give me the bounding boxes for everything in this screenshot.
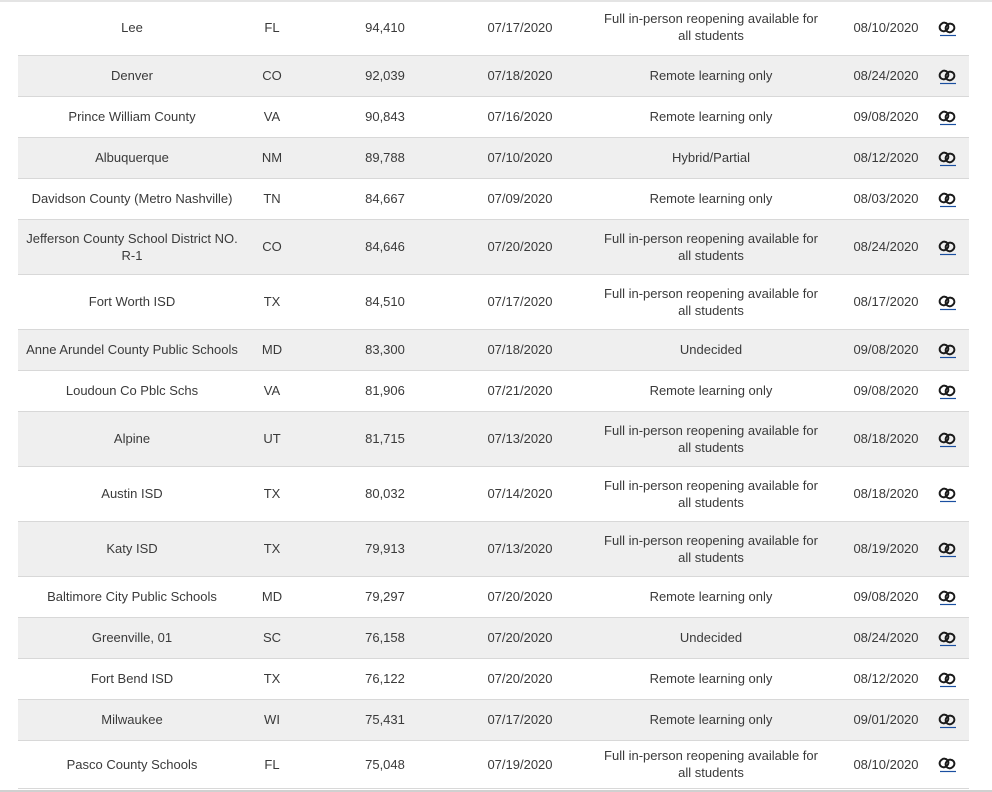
enrollment-value: 84,667 [365, 191, 405, 206]
reopening-plan-cell [568, 137, 846, 178]
state-cell [246, 370, 298, 411]
table-row [18, 219, 969, 274]
enrollment-cell [298, 137, 472, 178]
district-name: Anne Arundel County Public Schools [26, 342, 238, 357]
district-name: Milwaukee [101, 712, 163, 727]
table-row [18, 658, 969, 699]
link-cell [926, 329, 969, 370]
district-name-cell [18, 370, 246, 411]
start-date: 09/01/2020 [853, 712, 919, 727]
updated-date-cell [472, 466, 568, 521]
link-cell [926, 699, 969, 740]
district-name-cell [18, 740, 246, 788]
district-name-cell [18, 274, 246, 329]
updated-date-cell [472, 178, 568, 219]
district-name: Prince William County [68, 109, 196, 124]
reopening-plan: Hybrid/Partial [671, 150, 751, 165]
enrollment-value: 94,410 [365, 19, 405, 35]
district-name-cell [18, 658, 246, 699]
district-name-cell [18, 699, 246, 740]
district-table-container [18, 0, 969, 789]
district-name: Denver [111, 68, 153, 83]
link-cell [926, 411, 969, 466]
updated-date: 07/19/2020 [487, 756, 553, 772]
start-date-cell [846, 370, 926, 411]
updated-date-cell [472, 699, 568, 740]
reopening-plan: Full in-person reopening available for all students [604, 477, 818, 510]
updated-date-cell [472, 219, 568, 274]
district-name: Austin ISD [101, 486, 163, 501]
updated-date: 07/20/2020 [487, 239, 553, 254]
enrollment-cell [298, 521, 472, 576]
enrollment-value: 89,788 [365, 150, 405, 165]
start-date: 08/24/2020 [853, 630, 919, 645]
enrollment-value: 81,715 [365, 431, 405, 446]
state-code: VA [263, 383, 281, 398]
reopening-plan-cell [568, 370, 846, 411]
start-date: 09/08/2020 [853, 342, 919, 357]
updated-date-cell [472, 370, 568, 411]
state-cell [246, 137, 298, 178]
start-date: 08/12/2020 [853, 671, 919, 686]
district-name: Davidson County (Metro Nashville) [31, 191, 233, 206]
state-cell [246, 274, 298, 329]
start-date: 08/18/2020 [853, 431, 919, 446]
district-name-cell [18, 137, 246, 178]
reopening-plan-cell [568, 96, 846, 137]
enrollment-value: 75,048 [365, 756, 405, 772]
link-cell [926, 576, 969, 617]
start-date-cell [846, 219, 926, 274]
updated-date: 07/14/2020 [487, 486, 553, 501]
start-date-cell [846, 699, 926, 740]
table-row [18, 411, 969, 466]
enrollment-value: 76,122 [365, 671, 405, 686]
state-cell [246, 617, 298, 658]
district-name: Fort Worth ISD [88, 294, 176, 309]
state-code: TX [263, 294, 281, 309]
link-icon[interactable] [937, 382, 959, 400]
table-body [18, 0, 969, 788]
district-name-cell [18, 617, 246, 658]
district-name: Pasco County Schools [66, 756, 198, 772]
start-date: 09/08/2020 [853, 589, 919, 604]
updated-date: 07/17/2020 [487, 19, 553, 35]
district-name-cell [18, 55, 246, 96]
state-code: TX [263, 671, 281, 686]
state-cell [246, 55, 298, 96]
state-code: CO [262, 239, 282, 254]
link-cell [926, 178, 969, 219]
state-code: TX [263, 486, 281, 501]
link-icon[interactable] [937, 67, 959, 85]
start-date: 08/10/2020 [853, 19, 919, 35]
updated-date: 07/10/2020 [487, 150, 553, 165]
reopening-plan-cell [568, 617, 846, 658]
link-icon[interactable] [937, 108, 959, 126]
enrollment-cell [298, 96, 472, 137]
table-row [18, 699, 969, 740]
reopening-plan: Undecided [679, 342, 743, 357]
link-cell [926, 370, 969, 411]
updated-date: 07/20/2020 [487, 630, 553, 645]
table-row [18, 576, 969, 617]
district-name: Greenville, 01 [91, 630, 173, 645]
reopening-plan-cell [568, 219, 846, 274]
enrollment-value: 90,843 [365, 109, 405, 124]
start-date: 08/17/2020 [853, 294, 919, 309]
reopening-plan: Remote learning only [649, 191, 773, 206]
enrollment-cell [298, 658, 472, 699]
state-code: VA [263, 109, 281, 124]
enrollment-cell [298, 329, 472, 370]
start-date: 09/08/2020 [853, 383, 919, 398]
table-row [18, 370, 969, 411]
link-cell [926, 740, 969, 788]
reopening-plan-cell [568, 658, 846, 699]
start-date-cell [846, 274, 926, 329]
updated-date: 07/13/2020 [487, 431, 553, 446]
link-cell [926, 55, 969, 96]
start-date-cell [846, 576, 926, 617]
state-code: NM [261, 150, 283, 165]
enrollment-cell [298, 699, 472, 740]
link-icon[interactable] [937, 540, 959, 558]
start-date: 08/10/2020 [853, 756, 919, 772]
table-row [18, 178, 969, 219]
start-date: 08/19/2020 [853, 541, 919, 556]
table-row [18, 329, 969, 370]
reopening-plan: Remote learning only [649, 712, 773, 727]
reopening-plan-cell [568, 740, 846, 788]
reopening-plan: Remote learning only [649, 589, 773, 604]
link-icon[interactable] [937, 755, 959, 773]
reopening-plan: Full in-person reopening available for all students [604, 748, 818, 780]
table-row [18, 137, 969, 178]
reopening-plan-cell [568, 55, 846, 96]
updated-date-cell [472, 411, 568, 466]
start-date-cell [846, 466, 926, 521]
updated-date-cell [472, 0, 568, 55]
state-code: TX [263, 541, 281, 556]
updated-date: 07/17/2020 [487, 712, 553, 727]
state-code: UT [263, 431, 281, 446]
reopening-plan: Full in-person reopening available for all students [604, 11, 818, 44]
reopening-plan-cell [568, 274, 846, 329]
district-name-cell [18, 466, 246, 521]
table-row [18, 274, 969, 329]
start-date: 09/08/2020 [853, 109, 919, 124]
link-icon[interactable] [937, 629, 959, 647]
start-date-cell [846, 740, 926, 788]
updated-date-cell [472, 96, 568, 137]
updated-date-cell [472, 658, 568, 699]
enrollment-cell [298, 178, 472, 219]
updated-date: 07/16/2020 [487, 109, 553, 124]
start-date-cell [846, 617, 926, 658]
start-date-cell [846, 658, 926, 699]
link-icon[interactable] [937, 430, 959, 448]
link-cell [926, 466, 969, 521]
enrollment-value: 79,297 [365, 589, 405, 604]
district-name-cell [18, 411, 246, 466]
link-icon[interactable] [937, 588, 959, 606]
state-code: CO [262, 68, 282, 83]
enrollment-cell [298, 617, 472, 658]
start-date-cell [846, 411, 926, 466]
state-code: MD [261, 342, 283, 357]
district-name-cell [18, 219, 246, 274]
enrollment-value: 83,300 [365, 342, 405, 357]
reopening-plan-cell [568, 466, 846, 521]
updated-date: 07/18/2020 [487, 342, 553, 357]
reopening-plan: Undecided [679, 630, 743, 645]
enrollment-cell [298, 55, 472, 96]
link-icon[interactable] [937, 149, 959, 167]
start-date-cell [846, 137, 926, 178]
state-code: WI [264, 712, 280, 727]
link-cell [926, 658, 969, 699]
start-date: 08/03/2020 [853, 191, 919, 206]
district-name: Albuquerque [95, 150, 169, 165]
enrollment-value: 76,158 [365, 630, 405, 645]
district-name-cell [18, 521, 246, 576]
link-cell [926, 274, 969, 329]
reopening-plan: Full in-person reopening available for all students [604, 285, 818, 318]
enrollment-value: 84,646 [365, 239, 405, 254]
state-code: MD [261, 589, 283, 604]
table-row [18, 0, 969, 55]
table-row [18, 466, 969, 521]
table-row [18, 96, 969, 137]
district-reopening-table [18, 0, 969, 789]
updated-date: 07/21/2020 [487, 383, 553, 398]
reopening-plan-cell [568, 699, 846, 740]
state-cell [246, 0, 298, 55]
state-code: FL [264, 756, 280, 772]
updated-date-cell [472, 137, 568, 178]
district-name: Fort Bend ISD [90, 671, 174, 686]
state-code: SC [262, 630, 282, 645]
table-row [18, 740, 969, 788]
reopening-plan-cell [568, 521, 846, 576]
updated-date-cell [472, 55, 568, 96]
link-icon[interactable] [937, 190, 959, 208]
table-row [18, 617, 969, 658]
updated-date-cell [472, 521, 568, 576]
enrollment-value: 75,431 [365, 712, 405, 727]
link-cell [926, 137, 969, 178]
district-name: Lee [121, 19, 143, 35]
reopening-plan: Full in-person reopening available for all students [604, 532, 818, 565]
state-code: FL [264, 19, 280, 35]
link-icon[interactable] [937, 485, 959, 503]
reopening-plan: Remote learning only [649, 383, 773, 398]
link-icon[interactable] [937, 670, 959, 688]
reopening-plan: Full in-person reopening available for all students [604, 230, 818, 263]
updated-date: 07/20/2020 [487, 671, 553, 686]
link-icon[interactable] [937, 19, 959, 37]
link-cell [926, 521, 969, 576]
reopening-plan: Remote learning only [649, 109, 773, 124]
start-date-cell [846, 96, 926, 137]
district-name-cell [18, 0, 246, 55]
updated-date: 07/13/2020 [487, 541, 553, 556]
start-date-cell [846, 521, 926, 576]
enrollment-cell [298, 466, 472, 521]
link-cell [926, 219, 969, 274]
state-cell [246, 96, 298, 137]
district-name-cell [18, 178, 246, 219]
start-date-cell [846, 178, 926, 219]
reopening-plan-cell [568, 178, 846, 219]
district-name-cell [18, 329, 246, 370]
updated-date-cell [472, 329, 568, 370]
reopening-plan: Full in-person reopening available for all students [604, 422, 818, 455]
start-date: 08/24/2020 [853, 68, 919, 83]
enrollment-cell [298, 0, 472, 55]
district-name: Baltimore City Public Schools [47, 589, 217, 604]
enrollment-cell [298, 274, 472, 329]
reopening-plan-cell [568, 0, 846, 55]
state-cell [246, 411, 298, 466]
district-name-cell [18, 576, 246, 617]
link-cell [926, 96, 969, 137]
state-cell [246, 740, 298, 788]
enrollment-cell [298, 219, 472, 274]
link-icon[interactable] [937, 341, 959, 359]
state-cell [246, 219, 298, 274]
reopening-plan: Remote learning only [649, 671, 773, 686]
enrollment-cell [298, 740, 472, 788]
district-name: Alpine [113, 431, 151, 446]
state-cell [246, 576, 298, 617]
state-cell [246, 658, 298, 699]
updated-date-cell [472, 740, 568, 788]
start-date-cell [846, 0, 926, 55]
updated-date: 07/17/2020 [487, 294, 553, 309]
updated-date-cell [472, 274, 568, 329]
updated-date-cell [472, 617, 568, 658]
start-date: 08/24/2020 [853, 239, 919, 254]
table-row [18, 55, 969, 96]
enrollment-cell [298, 411, 472, 466]
updated-date-cell [472, 576, 568, 617]
link-cell [926, 0, 969, 55]
reopening-plan-cell [568, 411, 846, 466]
enrollment-value: 84,510 [365, 294, 405, 309]
link-icon[interactable] [937, 293, 959, 311]
start-date: 08/18/2020 [853, 486, 919, 501]
updated-date: 07/20/2020 [487, 589, 553, 604]
district-name-cell [18, 96, 246, 137]
enrollment-value: 79,913 [365, 541, 405, 556]
table-row [18, 521, 969, 576]
start-date-cell [846, 55, 926, 96]
state-cell [246, 521, 298, 576]
reopening-plan-cell [568, 576, 846, 617]
state-cell [246, 329, 298, 370]
start-date: 08/12/2020 [853, 150, 919, 165]
start-date-cell [846, 329, 926, 370]
reopening-plan-cell [568, 329, 846, 370]
district-name: Loudoun Co Pblc Schs [65, 383, 199, 398]
state-code: TN [263, 191, 281, 206]
reopening-plan: Remote learning only [649, 68, 773, 83]
enrollment-cell [298, 370, 472, 411]
link-icon[interactable] [937, 238, 959, 256]
state-cell [246, 699, 298, 740]
district-name: Jefferson County School District NO. R-1 [26, 230, 238, 263]
updated-date: 07/09/2020 [487, 191, 553, 206]
state-cell [246, 178, 298, 219]
state-cell [246, 466, 298, 521]
link-icon[interactable] [937, 711, 959, 729]
district-name: Katy ISD [106, 541, 158, 556]
updated-date: 07/18/2020 [487, 68, 553, 83]
link-cell [926, 617, 969, 658]
enrollment-value: 92,039 [365, 68, 405, 83]
enrollment-value: 81,906 [365, 383, 405, 398]
enrollment-value: 80,032 [365, 486, 405, 501]
enrollment-cell [298, 576, 472, 617]
